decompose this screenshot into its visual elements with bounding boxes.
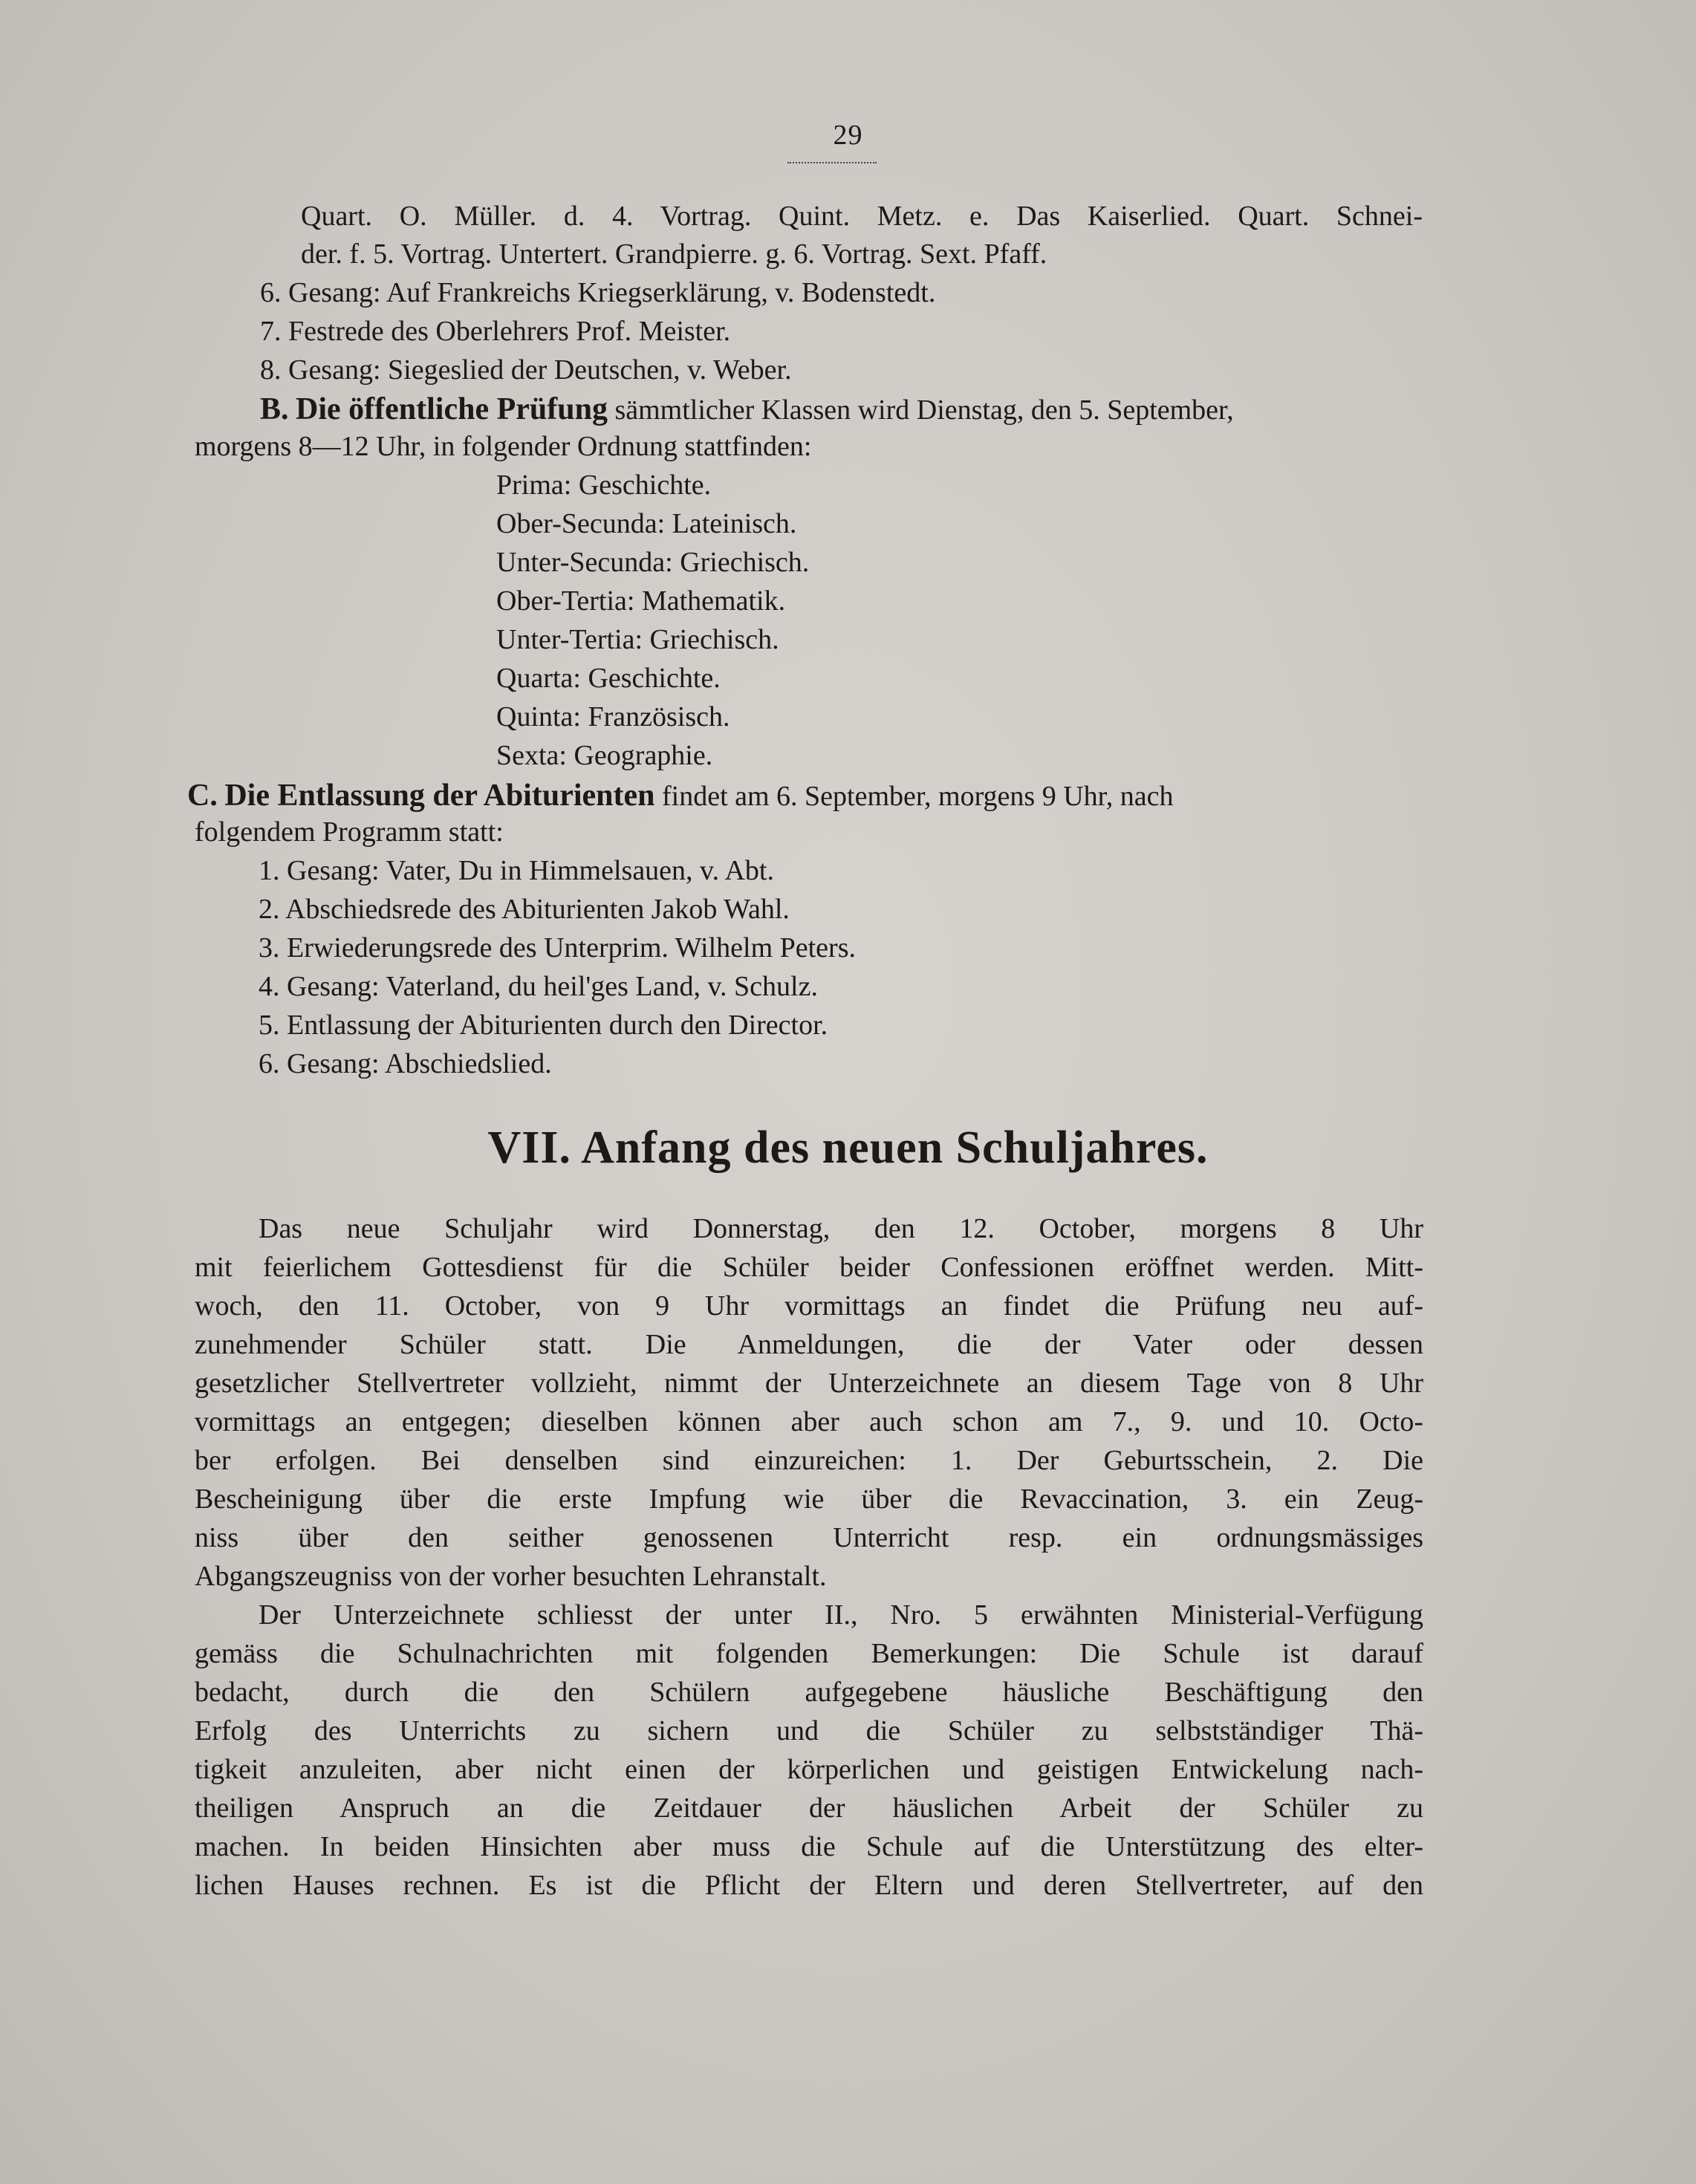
paragraph-1-line: niss über den seither genossenen Unterricht resp. ein ordnungsmässiges [195,1522,1423,1553]
paragraph-1-line: zunehmender Schüler statt. Die Anmeldungen, die der Vater oder dessen [195,1329,1423,1360]
paragraph-1-line: Abgangszeugniss von der vorher besuchten Lehranstalt. [195,1561,827,1592]
ceremony-item: 3. Erwiederungsrede des Unterprim. Wilhelm Peters. [259,932,856,963]
ceremony-item: 5. Entlassung der Abiturienten durch den Director. [259,1010,828,1041]
schedule-item: Prima: Geschichte. [496,469,712,501]
section-b-title: Die öffentliche Prüfung [296,392,608,426]
schedule-item: Quinta: Französisch. [496,701,730,732]
paragraph-1-line: vormittags an entgegen; dieselben können aber auch schon am 7., 9. und 10. Octo- [195,1406,1423,1437]
paragraph-1-line: woch, den 11. October, von 9 Uhr vormittags an findet die Prüfung neu auf- [195,1290,1423,1322]
paragraph-2-line: tigkeit anzuleiten, aber nicht einen der körperlichen und geistigen Entwickelung nach- [195,1754,1423,1785]
section-c-text-1: findet am 6. September, morgens 9 Uhr, nach [661,781,1174,812]
ceremony-item: 1. Gesang: Vater, Du in Himmelsauen, v. Abt. [259,855,774,886]
section-vii-heading: VII. Anfang des neuen Schuljahres. [487,1122,1209,1173]
schedule-item: Ober-Tertia: Mathematik. [496,585,786,617]
paragraph-1-line: gesetzlicher Stellvertreter vollzieht, nimmt der Unterzeichnete an diesem Tage von 8 Uhr [195,1368,1423,1399]
paragraph-1-line: mit feierlichem Gottesdienst für die Schüler beider Confessionen eröffnet werden. Mitt- [195,1252,1423,1283]
paragraph-2-line: Erfolg des Unterrichts zu sichern und die Schüler zu selbstständiger Thä- [195,1715,1423,1746]
page-number: 29 [833,120,863,151]
section-c-lead [187,780,1174,811]
program-item-6: 6. Gesang: Auf Frankreichs Kriegserklärung, v. Bodenstedt. [260,277,936,308]
ceremony-item: 6. Gesang: Abschiedslied. [259,1048,552,1079]
page-number-ornament [787,157,877,163]
section-c-title: Die Entlassung der Abiturienten [224,779,655,813]
program-line-1: Quart. O. Müller. d. 4. Vortrag. Quint. Metz. e. Das Kaiserlied. Quart. Schnei- [301,201,1423,232]
program-item-7: 7. Festrede des Oberlehrers Prof. Meister. [260,316,731,347]
section-b-lead [260,394,1234,425]
schedule-item: Unter-Tertia: Griechisch. [496,624,779,655]
section-b-text-1: sämmtlicher Klassen wird Dienstag, den 5. September, [614,394,1234,426]
section-c-label: C. [187,779,218,813]
paragraph-2-line: lichen Hauses rechnen. Es ist die Pflicht der Eltern und deren Stellvertreter, auf den [195,1870,1423,1901]
paragraph-2-line: theiligen Anspruch an die Zeitdauer der häuslichen Arbeit der Schüler zu [195,1793,1423,1824]
program-line-2: der. f. 5. Vortrag. Untertert. Grandpierre. g. 6. Vortrag. Sext. Pfaff. [301,238,1047,270]
schedule-item: Unter-Secunda: Griechisch. [496,547,810,578]
paragraph-2-line: machen. In beiden Hinsichten aber muss die Schule auf die Unterstützung des elter- [195,1831,1423,1862]
ceremony-item: 2. Abschiedsrede des Abiturienten Jakob Wahl. [259,894,790,925]
section-b-text-2: morgens 8—12 Uhr, in folgender Ordnung stattfinden: [195,431,812,462]
paragraph-1-line: ber erfolgen. Bei denselben sind einzureichen: 1. Der Geburtsschein, 2. Die [195,1445,1423,1476]
ceremony-item: 4. Gesang: Vaterland, du heil'ges Land, v. Schulz. [259,971,818,1002]
paragraph-1-line: Bescheinigung über die erste Impfung wie über die Revaccination, 3. ein Zeug- [195,1483,1423,1515]
program-item-8: 8. Gesang: Siegeslied der Deutschen, v. Weber. [260,354,792,386]
schedule-item: Sexta: Geographie. [496,740,713,771]
section-b-label: B. [260,392,289,426]
paragraph-2-line: gemäss die Schulnachrichten mit folgenden Bemerkungen: Die Schule ist darauf [195,1638,1423,1669]
schedule-item: Quarta: Geschichte. [496,663,721,694]
paragraph-2-line: Der Unterzeichnete schliesst der unter II., Nro. 5 erwähnten Ministerial-Verfügung [259,1599,1423,1631]
paragraph-2-line: bedacht, durch die den Schülern aufgegebene häusliche Beschäftigung den [195,1677,1423,1708]
schedule-item: Ober-Secunda: Lateinisch. [496,508,797,539]
paragraph-1-line: Das neue Schuljahr wird Donnerstag, den 12. October, morgens 8 Uhr [259,1213,1423,1244]
section-c-text-2: folgendem Programm statt: [195,816,504,848]
